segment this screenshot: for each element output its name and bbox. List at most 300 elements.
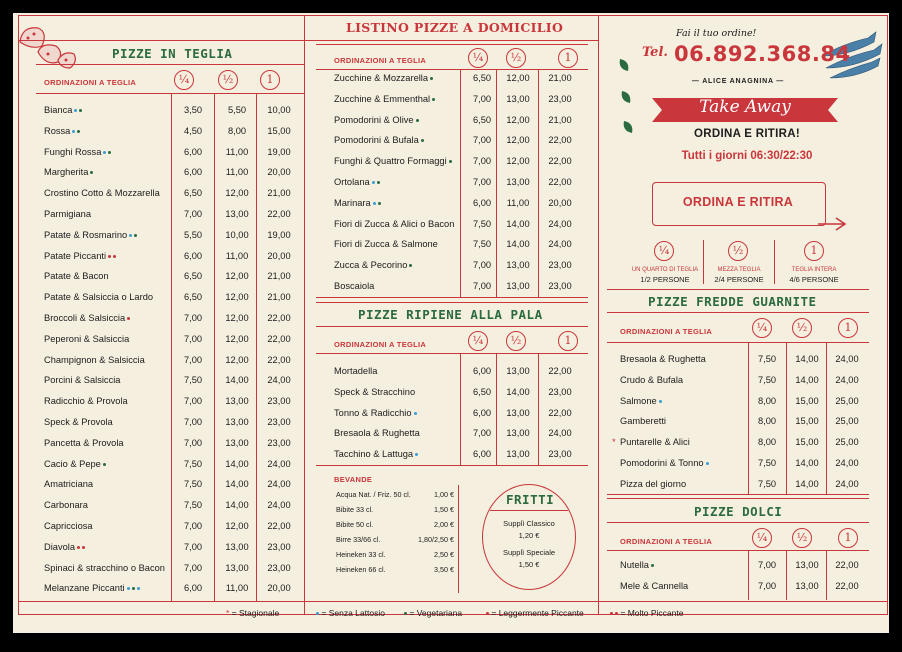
whole-badge: 1 (558, 331, 578, 351)
menu-item-label: Funghi & Quattro Formaggi (334, 156, 447, 167)
vegetarian-dot (108, 151, 111, 154)
price-quarter: 7,00 (183, 312, 203, 323)
teglia-title-rule (36, 64, 304, 65)
price-whole: 23,00 (548, 449, 572, 460)
ripiene-list (334, 361, 588, 465)
menu-item-label: Fiori di Zucca & Alici o Bacon (334, 218, 455, 229)
price-quarter: 7,00 (183, 541, 203, 552)
price-quarter: 8,00 (757, 416, 777, 427)
menu-row (334, 444, 588, 465)
menu-row (44, 454, 304, 475)
price-whole: 20,00 (267, 583, 291, 594)
menu-row (334, 382, 588, 403)
price-whole: 21,00 (548, 114, 572, 125)
fredde-title-rule (607, 312, 869, 313)
price-whole: 22,00 (267, 333, 291, 344)
bevande-title: BEVANDE (334, 475, 373, 484)
quarter-badge: ¼ (174, 70, 194, 90)
vegetarian-dot (430, 77, 433, 80)
whole-badge: 1 (260, 70, 280, 90)
menu-item-label: Bianca (44, 105, 73, 115)
menu-item-label: Carbonara (44, 500, 88, 511)
size-divider (774, 240, 775, 284)
menu-row (44, 578, 304, 599)
menu-item-name (620, 560, 654, 570)
menu-item-label: Amatriciana (44, 479, 94, 490)
listino-rule (316, 44, 588, 45)
menu-item-label: Porcini & Salsiccia (44, 375, 121, 386)
drink-name: Acqua Nat. / Friz. 50 cl. (336, 490, 411, 499)
menu-item-label: Patate & Bacon (44, 271, 109, 282)
drink-price: 2,50 € (434, 550, 454, 559)
legend-item (608, 608, 683, 618)
menu-row (334, 276, 588, 297)
price-half: 13,00 (225, 541, 249, 552)
price-whole: 22,00 (548, 156, 572, 167)
menu-row (44, 308, 304, 329)
quarter-badge: ¼ (752, 528, 772, 548)
menu-row (44, 474, 304, 495)
price-quarter: 6,00 (472, 366, 492, 376)
price-quarter: 7,00 (472, 428, 492, 439)
drink-name: Bibite 50 cl. (336, 520, 374, 529)
price-quarter: 7,00 (183, 354, 203, 365)
price-whole: 10,00 (267, 105, 291, 115)
price-whole: 21,00 (267, 292, 291, 303)
menu-item-name (44, 500, 88, 510)
price-half: 13,00 (506, 366, 530, 376)
drink-name: Heineken 33 cl. (336, 550, 386, 559)
menu-item-label: Nutella (620, 560, 649, 570)
drink-name: Bibite 33 cl. (336, 505, 374, 514)
lactose-free-dot (415, 453, 418, 456)
menu-row (334, 68, 588, 89)
menu-item-name (334, 177, 380, 187)
price-quarter: 7,00 (183, 208, 203, 219)
menu-row (334, 214, 588, 235)
half-caption (704, 266, 774, 284)
price-half: 14,00 (795, 354, 819, 364)
menu-item-name (44, 147, 111, 157)
price-whole: 24,00 (267, 375, 291, 386)
price-half: 13,00 (795, 580, 819, 591)
half-people: 2/4 PERSONE (714, 275, 764, 284)
menu-item-label: Zucchine & Mozzarella (334, 73, 429, 83)
price-half: 15,00 (795, 437, 819, 448)
brand-label: ALICE ANAGNINA (702, 78, 774, 85)
menu-item-name (44, 271, 109, 281)
menu-item-name (334, 94, 435, 104)
menu-item-name (44, 459, 106, 469)
price-quarter: 8,00 (757, 437, 777, 448)
price-whole: 22,00 (548, 366, 572, 376)
price-whole: 24,00 (548, 239, 572, 250)
listino-bottom-rule (316, 297, 588, 298)
menu-item-name (620, 458, 709, 468)
vegetarian-dot (651, 564, 654, 567)
menu-row (44, 225, 304, 246)
quarter-badge: ¼ (752, 318, 772, 338)
fritti-price: 1,50 € (518, 560, 540, 569)
menu-item-label: Salmone (620, 395, 657, 406)
menu-item-label: Patate & Rosmarino (44, 229, 128, 240)
menu-item-name (334, 115, 419, 125)
vegetarian-dot (103, 463, 106, 466)
price-whole: 21,00 (267, 188, 291, 199)
tagline: Fai il tuo ordine! (676, 28, 757, 39)
price-half: 12,00 (225, 292, 249, 303)
teglia-header-rule (36, 93, 304, 94)
fredde-bottom-rule (607, 494, 869, 495)
quarter-badge: ¼ (468, 331, 488, 351)
lactose-free-dot (127, 587, 130, 590)
vegetarian-dot (404, 612, 407, 615)
spicy-dot (77, 546, 80, 549)
menu-row (620, 349, 870, 370)
spicy-dot (615, 612, 618, 615)
menu-row (620, 411, 870, 432)
price-half: 15,00 (795, 395, 819, 406)
menu-item-name (44, 126, 80, 136)
menu-row (44, 495, 304, 516)
menu-row (44, 350, 304, 371)
vegetarian-dot (132, 587, 135, 590)
price-whole: 25,00 (835, 395, 859, 406)
ordina-ritira-label: ORDINA E RITIRA! (694, 128, 800, 140)
lactose-free-dot (316, 612, 319, 615)
price-quarter: 7,00 (472, 156, 492, 167)
price-half: 11,00 (225, 167, 249, 178)
spicy-dot (127, 317, 130, 320)
legend-label: = Senza Lattosio (321, 608, 385, 618)
price-whole: 20,00 (267, 167, 291, 178)
menu-item-name (44, 417, 113, 427)
teglia-title: PIZZE IN TEGLIA (112, 46, 233, 61)
menu-item-label: Zucca & Pecorino (334, 260, 408, 271)
vegetarian-dot (449, 160, 452, 163)
lactose-free-dot (103, 151, 106, 154)
price-quarter: 7,50 (183, 500, 203, 511)
vegetarian-dot (134, 234, 137, 237)
page-title: LISTINO PIZZE A DOMICILIO (346, 20, 564, 35)
legend-label: = Vegetariana (409, 608, 463, 618)
price-quarter: 6,00 (472, 449, 492, 460)
spicy-dot (486, 612, 489, 615)
price-whole: 24,00 (267, 479, 291, 490)
price-half: 12,00 (225, 333, 249, 344)
fritti-rule (490, 510, 568, 511)
menu-item-name (44, 251, 116, 261)
price-quarter: 7,50 (757, 478, 777, 489)
fredde-list (612, 349, 870, 495)
price-whole: 24,00 (548, 428, 572, 439)
lactose-free-dot (706, 462, 709, 465)
price-half: 13,00 (225, 437, 249, 448)
menu-item-label: Speck & Provola (44, 416, 113, 427)
price-quarter: 7,00 (183, 562, 203, 573)
brand-name: — ALICE ANAGNINA — (691, 78, 785, 85)
drink-row (334, 563, 456, 578)
price-quarter: 7,00 (757, 560, 777, 570)
bevande-list (334, 488, 456, 578)
legend-label: = Stagionale (231, 608, 280, 618)
menu-row (44, 204, 304, 225)
menu-item-name (620, 479, 686, 489)
menu-item-name (334, 281, 374, 291)
menu-item-name (334, 135, 424, 145)
menu-row (44, 558, 304, 579)
quarter-people: 1/2 PERSONE (640, 275, 690, 284)
lactose-free-dot (137, 587, 140, 590)
menu-item-label: Tacchino & Lattuga (334, 449, 414, 460)
price-half: 13,00 (506, 176, 530, 187)
whole-badge: 1 (838, 528, 858, 548)
price-whole: 22,00 (548, 135, 572, 146)
menu-item-name (334, 408, 417, 418)
spicy-dot (113, 255, 116, 258)
price-quarter: 6,50 (183, 188, 203, 199)
take-away-label: Take Away (699, 97, 791, 117)
menu-item-label: Rossa (44, 125, 71, 136)
price-half: 14,00 (795, 374, 819, 385)
price-quarter: 7,00 (472, 176, 492, 187)
price-quarter: 6,00 (183, 583, 203, 594)
half-badge: ½ (506, 48, 526, 68)
price-whole: 24,00 (835, 478, 859, 489)
price-whole: 24,00 (835, 354, 859, 364)
menu-row (620, 453, 870, 474)
ripiene-header-rule (316, 353, 588, 354)
price-whole: 22,00 (548, 176, 572, 187)
fritti-list (482, 516, 576, 577)
price-quarter: 7,00 (757, 580, 777, 591)
drink-row (334, 488, 456, 503)
menu-item-name (620, 375, 683, 385)
half-badge: ½ (506, 331, 526, 351)
quarter-badge: ¼ (654, 241, 674, 261)
quarter-badge: ¼ (468, 48, 488, 68)
ripiene-title: PIZZE RIPIENE ALLA PALA (358, 307, 543, 322)
half-badge: ½ (218, 70, 238, 90)
price-whole: 23,00 (548, 280, 572, 291)
menu-row (334, 89, 588, 110)
price-half: 13,00 (225, 416, 249, 427)
menu-item-label: Melanzane Piccanti (44, 583, 125, 594)
legend-item (226, 608, 279, 618)
menu-item-label: Speck & Stracchino (334, 386, 416, 397)
column-divider-2 (598, 15, 599, 615)
price-half: 14,00 (225, 500, 249, 511)
price-quarter: 7,50 (472, 218, 492, 229)
column-divider-1 (304, 15, 305, 615)
ripiene-bottom-rule (316, 465, 588, 466)
price-half: 13,00 (506, 428, 530, 439)
price-whole: 20,00 (267, 250, 291, 261)
price-quarter: 7,00 (472, 93, 492, 104)
drink-price: 1,50 € (434, 505, 454, 514)
price-quarter: 7,50 (757, 457, 777, 468)
legend-rule (18, 601, 888, 602)
price-half: 11,00 (225, 250, 249, 261)
bevande-col-line (458, 485, 459, 593)
menu-row (334, 130, 588, 151)
menu-item-label: Capricciosa (44, 520, 93, 531)
menu-item-name (44, 105, 82, 115)
price-whole: 25,00 (835, 437, 859, 448)
menu-row (44, 516, 304, 537)
menu-row (620, 391, 870, 412)
menu-row (44, 142, 304, 163)
menu-row (334, 151, 588, 172)
price-half: 13,00 (506, 449, 530, 460)
price-half: 5,50 (227, 105, 247, 115)
menu-item-label: Champignon & Salsiccia (44, 354, 145, 365)
quarter-caption (626, 266, 704, 284)
quarter-caption-label: UN QUARTO DI TEGLIA (631, 267, 699, 273)
menu-row (44, 121, 304, 142)
drink-price: 3,50 € (434, 565, 454, 574)
phone-number: 06.892.368.84 (674, 42, 851, 66)
menu-item-name (44, 188, 160, 198)
price-half: 14,00 (795, 457, 819, 468)
menu-item-label: Diavola (44, 541, 76, 552)
lactose-free-dot (659, 400, 662, 403)
lactose-free-dot (129, 234, 132, 237)
price-whole: 23,00 (267, 541, 291, 552)
menu-item-label: Bresaola & Rughetta (334, 428, 420, 439)
fritti-price: 1,20 € (518, 531, 540, 540)
price-quarter: 6,50 (183, 271, 203, 282)
teglia-top-rule (18, 40, 304, 41)
drink-row (334, 503, 456, 518)
menu-item-label: Marinara (334, 197, 371, 208)
menu-item-name (334, 428, 420, 438)
menu-item-name (620, 416, 666, 426)
menu-item-label: Mortadella (334, 366, 378, 376)
price-whole: 22,00 (548, 407, 572, 418)
price-whole: 19,00 (267, 229, 291, 240)
dolci-list (620, 555, 870, 597)
fritti-name: Supplì Speciale (502, 548, 556, 557)
menu-item-label: Peperoni & Salsiccia (44, 333, 130, 344)
price-quarter: 7,50 (757, 354, 777, 364)
menu-item-name (334, 156, 452, 166)
menu-item-label: Pomodorini & Bufala (334, 135, 419, 146)
dolci-title: PIZZE DOLCI (694, 504, 783, 519)
menu-item-name (334, 449, 418, 459)
arrow-right-icon (818, 217, 848, 231)
price-whole: 24,00 (267, 458, 291, 469)
price-quarter: 7,50 (183, 375, 203, 386)
menu-row (44, 100, 304, 121)
price-half: 13,00 (225, 208, 249, 219)
price-half: 12,00 (506, 114, 530, 125)
price-quarter: 6,50 (472, 73, 492, 83)
dolci-top-rule (607, 498, 869, 499)
price-half: 14,00 (506, 239, 530, 250)
dolci-header-rule (607, 550, 869, 551)
menu-row (44, 433, 304, 454)
price-half: 14,00 (225, 375, 249, 386)
menu-item-label: Ortolana (334, 176, 370, 187)
opening-hours: Tutti i giorni 06:30/22:30 (681, 150, 813, 162)
menu-item-name (620, 396, 662, 406)
price-quarter: 7,00 (472, 280, 492, 291)
order-button[interactable] (652, 182, 826, 226)
menu-item-label: Mele & Cannella (620, 580, 689, 591)
price-quarter: 6,00 (472, 197, 492, 208)
menu-item-label: Broccoli & Salsiccia (44, 312, 126, 323)
price-half: 12,00 (225, 188, 249, 199)
menu-item-label: Patate Piccanti (44, 250, 107, 261)
price-whole: 21,00 (548, 73, 572, 83)
menu-row (44, 329, 304, 350)
drink-price: 1,00 € (434, 490, 454, 499)
menu-item-label: Radicchio & Provola (44, 396, 128, 407)
menu-item-label: Patate & Salsiccia o Lardo (44, 292, 154, 303)
menu-item-label: Fiori di Zucca & Salmone (334, 239, 438, 250)
price-quarter: 6,00 (183, 167, 203, 178)
fredde-header-rule (607, 342, 869, 343)
price-whole: 23,00 (548, 93, 572, 104)
price-quarter: 6,00 (183, 250, 203, 261)
menu-row (620, 474, 870, 495)
drink-name: Birre 33/66 cl. (336, 535, 381, 544)
price-half: 13,00 (506, 260, 530, 271)
price-quarter: 3,50 (183, 105, 203, 115)
price-quarter: 6,00 (183, 146, 203, 157)
price-whole: 23,00 (267, 562, 291, 573)
fritti-name: Supplì Classico (503, 519, 555, 528)
menu-item-name (44, 167, 93, 177)
menu-row (620, 576, 870, 597)
menu-row (334, 172, 588, 193)
legend-item (402, 608, 462, 618)
menu-item-name (334, 260, 412, 270)
price-half: 12,00 (506, 73, 530, 83)
menu-row (44, 246, 304, 267)
menu-item-label: Tonno & Radicchio (334, 407, 412, 418)
drink-name: Heineken 66 cl. (336, 565, 386, 574)
menu-item-name (44, 479, 93, 489)
menu-item-label: Cacio & Pepe (44, 458, 101, 469)
price-half: 14,00 (795, 478, 819, 489)
whole-caption (776, 266, 852, 284)
fritti-title: FRITTI (506, 492, 555, 507)
menu-item-name (612, 437, 690, 448)
price-whole: 23,00 (548, 260, 572, 271)
menu-item-label: Crudo & Bufala (620, 374, 684, 385)
menu-item-name (334, 366, 377, 376)
seasonal-star: * (612, 437, 616, 448)
price-whole: 24,00 (835, 374, 859, 385)
menu-item-name (620, 354, 706, 364)
ripiene-top-rule (316, 302, 588, 303)
menu-row (44, 162, 304, 183)
menu-item-name (44, 230, 137, 240)
menu-row (334, 110, 588, 131)
price-half: 14,00 (225, 458, 249, 469)
spicy-dot (610, 612, 613, 615)
menu-item-name (334, 73, 433, 83)
menu-row (44, 287, 304, 308)
price-half: 14,00 (506, 386, 530, 397)
vegetarian-dot (409, 264, 412, 267)
price-quarter: 7,50 (757, 374, 777, 385)
price-whole: 22,00 (835, 560, 859, 570)
price-quarter: 8,00 (757, 395, 777, 406)
menu-item-name (44, 375, 120, 385)
